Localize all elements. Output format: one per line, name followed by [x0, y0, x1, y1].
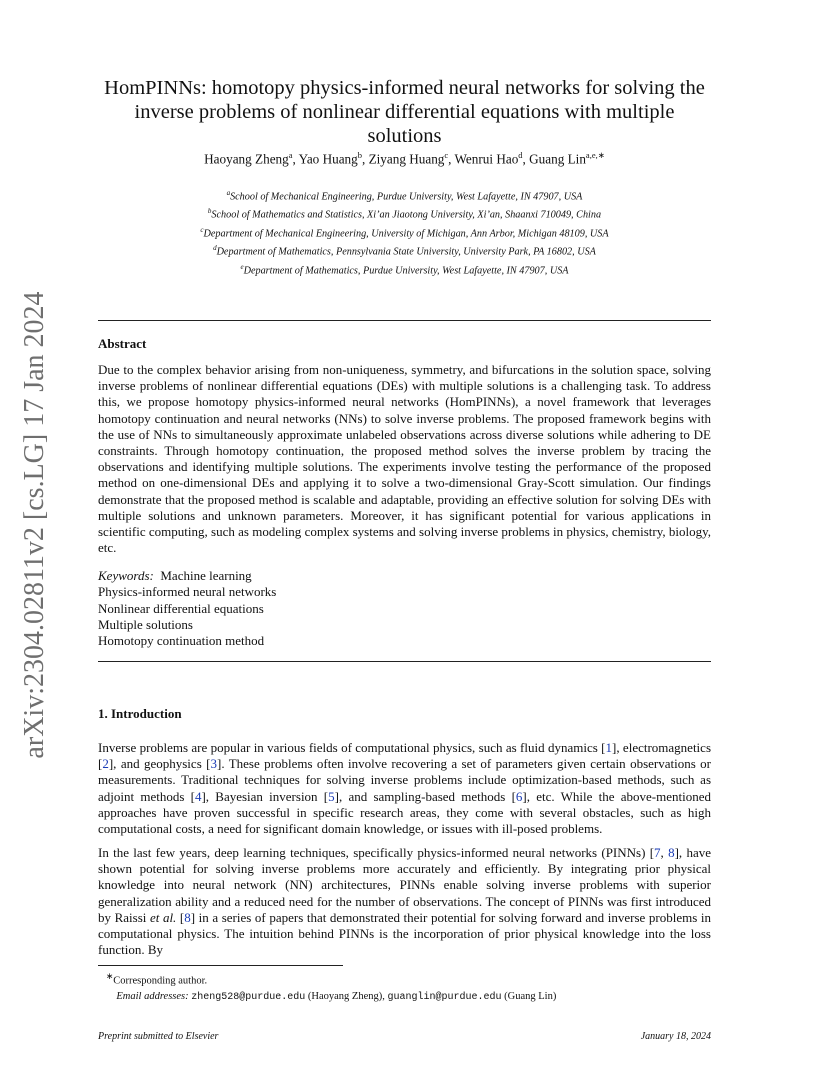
citation-link[interactable]: 7 — [654, 845, 661, 860]
author-name: Yao Huang — [298, 151, 358, 167]
citation-link[interactable]: 6 — [515, 788, 523, 804]
title-line-1: HomPINNs: homotopy physics-informed neural networks for solving the — [104, 77, 705, 99]
citation-link[interactable]: 8 — [668, 845, 675, 860]
paragraph-text: Inverse problems are popular in various fields of computational physics, such as fluid dynamics [ — [98, 740, 606, 755]
author-name: Ziyang Huang — [368, 151, 445, 167]
paragraph-text: ], have shown potential for solving inverse problems more accurately and efficiently. By integrating prior physical knowledge into neural network (NN) architectures, PINNs enable solving inverse problems with superior generalization ability and a reduced need for the number of observations. The concept of PINNs was first introduced by Raissi — [98, 845, 711, 925]
affiliation-text: School of Mathematics and Statistics, Xi’an Jiaotong University, Xi’an, Shaanxi 710049, China — [211, 209, 602, 221]
footnote-mark: ∗ — [105, 971, 114, 981]
title-line-2: inverse problems of nonlinear differential equations with multiple solutions — [134, 101, 675, 147]
affiliation-line — [98, 202, 711, 220]
arxiv-side-stamp — [10, 290, 60, 760]
author-list: Haoyang Zheng$^a$, Yao Huang$^b$, Ziyang Huang$^c$, Wenrui Hao$^d$, Guang Lin$^{a,e,∗}$ — [204, 150, 605, 167]
author-affiliation-mark: a — [288, 150, 293, 160]
email-link-zheng[interactable]: zheng528@purdue.edu — [191, 991, 306, 1003]
citation-link[interactable]: 4 — [194, 788, 202, 804]
paragraph-text: ], and sampling-based methods [ — [334, 788, 516, 804]
paragraph-text: In the last few years, deep learning techniques, specifically physics-informed neural networks (PINNs) [ — [98, 845, 655, 860]
keyword-item: Physics-informed neural networks — [98, 584, 277, 600]
affiliation-text: Department of Mathematics, Purdue University, West Lafayette, IN 47907, USA — [243, 264, 569, 276]
author-name: Guang Lin — [529, 151, 586, 167]
section-heading-introduction: 1. Introduction — [98, 706, 182, 721]
paragraph-text: ] in a series of papers that demonstrated their potential for solving forward and inverse problems in computational physics. The intuition behind PINNs is the incorporation of prior physical knowledge into the loss function. By — [98, 909, 711, 958]
paragraph-text: , — [660, 845, 669, 860]
keyword-item: Machine learning — [160, 568, 252, 583]
abstract-top-rule — [98, 320, 711, 321]
email-owner-zheng: (Haoyang Zheng), — [307, 990, 385, 1002]
citation-link[interactable]: 2 — [102, 756, 109, 772]
intro-paragraph-1 — [98, 740, 711, 837]
author-affiliation-mark: d — [518, 150, 523, 160]
paragraph-text: ], Bayesian inversion [ — [201, 788, 329, 804]
author-name: Haoyang Zheng — [204, 151, 289, 167]
affiliations — [98, 184, 711, 276]
affiliation-line — [98, 258, 711, 276]
author-affiliation-mark: a,e,∗ — [585, 150, 605, 160]
citation-link[interactable]: 8 — [184, 909, 191, 925]
footnote-text: Corresponding author. — [113, 975, 208, 987]
paragraph-text: ], electromagnetics [ — [98, 740, 712, 772]
affiliation-mark: e — [240, 262, 244, 271]
affiliation-mark: a — [226, 189, 231, 197]
affiliation-line — [98, 184, 711, 202]
abstract-heading: Abstract — [98, 336, 147, 351]
paper-title — [98, 76, 711, 148]
page-footer — [98, 1031, 711, 1042]
affiliation-text: School of Mechanical Engineering, Purdue University, West Lafayette, IN 47907, USA — [230, 191, 583, 203]
keyword-item: Homotopy continuation method — [98, 633, 265, 649]
affiliation-mark: c — [200, 225, 204, 234]
keywords-block — [98, 568, 498, 649]
preprint-note: Preprint submitted to Elsevier — [98, 1031, 219, 1042]
affiliation-line — [98, 221, 711, 239]
keywords-label: Keywords: — [98, 568, 154, 583]
email-label: Email addresses: — [116, 990, 189, 1002]
keyword-item: Multiple solutions — [98, 616, 193, 632]
affiliation-text: Department of Mathematics, Pennsylvania State University, University Park, PA 16802, USA — [216, 246, 596, 258]
footnote-rule — [98, 965, 343, 966]
email-owner-lin: (Guang Lin) — [504, 990, 557, 1002]
author-affiliation-mark: c — [444, 150, 449, 160]
arxiv-identifier: arXiv:2304.02811v2 [cs.LG] 17 Jan 2024 — [19, 291, 50, 759]
paragraph-text: [ — [176, 909, 185, 925]
abstract-text: Due to the complex behavior arising from non-uniqueness, symmetry, and bifurcations in the solution space, solving inverse problems of nonlinear differential equations (DEs) with multiple solutions is a challenging task. To address this, we propose homotopy physics-informed neural networks (HomPINNs), a novel framework that leverages homotopy continuation and neural networks (NNs) to solve inverse problems. The proposed framework begins with the use of NNs to simultaneously approximate unlabeled observations across diverse solutions while adhering to DE constraints. Through homotopy continuation, the proposed method solves the inverse problem by tracing the observations and identifying multiple solutions. The experiments involve testing the performance of the proposed method on one-dimensional DEs and applying it to solve a two-dimensional Gray-Scott simulation. Our findings demonstrate that the proposed method is scalable and adaptable, providing an effective solution for solving DEs with multiple solutions and unknown parameters. Moreover, it has significant potential for various applications in scientific computing, such as modeling complex systems and solving inverse problems in physics, chemistry, biology, etc. — [98, 362, 711, 556]
footnote — [98, 969, 711, 1005]
paragraph-text: et al. — [149, 909, 177, 925]
affiliation-mark: d — [213, 244, 217, 253]
citation-link[interactable]: 3 — [210, 756, 217, 772]
author-affiliation-mark: b — [357, 150, 362, 160]
paragraph-text: ], etc. While the above-mentioned approaches have proven successful in specific research areas, they come with several obstacles, such as high computational costs, a need for significant domain knowledge, or issues with ill-posed problems. — [98, 788, 711, 837]
paragraph-text: ], and geophysics [ — [108, 756, 211, 772]
citation-link[interactable]: 1 — [605, 740, 612, 755]
affiliation-text: Department of Mechanical Engineering, University of Michigan, Ann Arbor, Michigan 48109, USA — [203, 228, 609, 240]
author-name: Wenrui Hao — [454, 151, 519, 167]
affiliation-mark: b — [207, 207, 212, 216]
abstract-bottom-rule — [98, 661, 711, 662]
affiliation-line — [98, 239, 711, 257]
citation-link[interactable]: 5 — [328, 788, 335, 804]
email-link-lin[interactable]: guanglin@purdue.edu — [387, 991, 502, 1003]
keyword-item: Nonlinear differential equations — [98, 600, 264, 616]
paragraph-text: ]. These problems often involve recovering a set of parameters given certain observations or measurements. Traditional techniques for solving inverse problems include optimization-based methods, such as adjoint methods [ — [98, 756, 711, 804]
intro-paragraph-2 — [98, 845, 711, 958]
preprint-date: January 18, 2024 — [640, 1031, 711, 1042]
